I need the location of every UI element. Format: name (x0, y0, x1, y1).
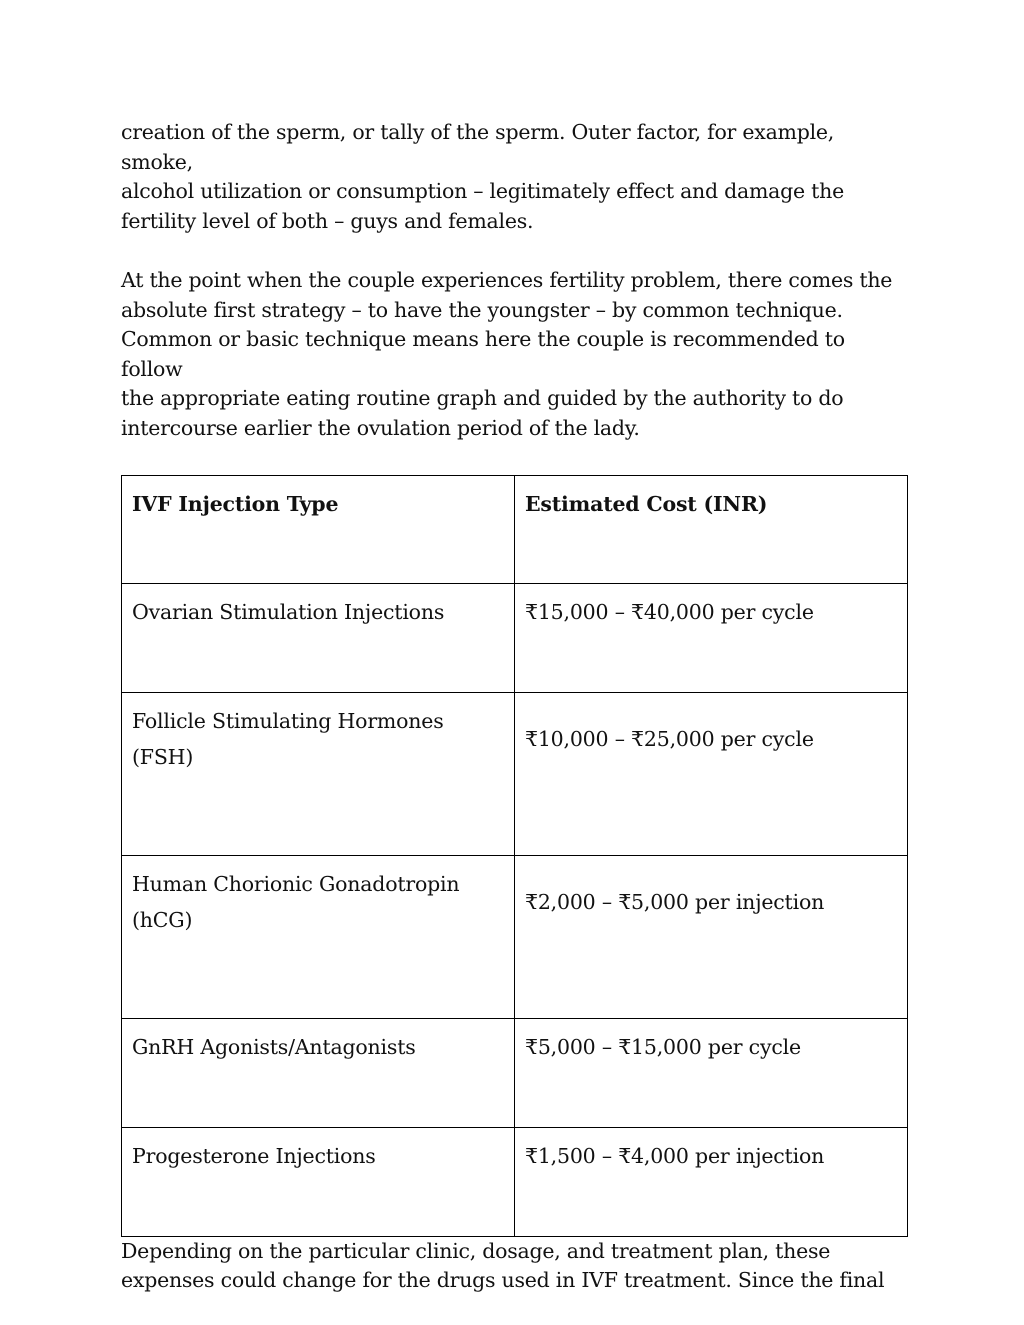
paragraph-closing: Depending on the particular clinic, dosage, and treatment plan, these expenses could change for the drugs used in IVF treatment. Since the final (121, 1238, 885, 1293)
table-row (122, 1127, 908, 1236)
table-cell-cost: ₹15,000 – ₹40,000 per cycle (515, 583, 908, 692)
ivf-cost-table (121, 475, 908, 1237)
table-cell-injection-type: Human Chorionic Gonadotropin (hCG) (122, 855, 515, 1018)
document-page (121, 118, 905, 1296)
paragraph-intro: creation of the sperm, or tally of the sperm. Outer factor, for example, smoke, alcohol utilization or consumption – legitimately effect and damage the fertility level of both – guys and females. (121, 120, 844, 233)
table-cell-cost: ₹5,000 – ₹15,000 per cycle (515, 1018, 908, 1127)
table-cell-injection-type: GnRH Agonists/Antagonists (122, 1018, 515, 1127)
table-cell-cost: ₹2,000 – ₹5,000 per injection (515, 855, 908, 1018)
table-row (122, 1018, 908, 1127)
table-cell-cost: ₹10,000 – ₹25,000 per cycle (515, 692, 908, 855)
table-row (122, 692, 908, 855)
table-row (122, 855, 908, 1018)
table-cell-injection-type: Ovarian Stimulation Injections (122, 583, 515, 692)
table-header-row (122, 475, 908, 583)
table-header-injection-type: IVF Injection Type (122, 475, 515, 583)
table-cell-injection-type: Progesterone Injections (122, 1127, 515, 1236)
paragraph-fertility-strategy: At the point when the couple experiences fertility problem, there comes the absolute first strategy – to have the youngster – by common technique. Common or basic technique means here the couple is recommended to follow the appropriate eating routine graph and guided by the authority to do intercourse earlier the ovulation period of the lady. (121, 267, 893, 440)
table-cell-injection-type: Follicle Stimulating Hormones (FSH) (122, 692, 515, 855)
table-cell-cost: ₹1,500 – ₹4,000 per injection (515, 1127, 908, 1236)
table-header-estimated-cost: Estimated Cost (INR) (515, 475, 908, 583)
table-row (122, 583, 908, 692)
